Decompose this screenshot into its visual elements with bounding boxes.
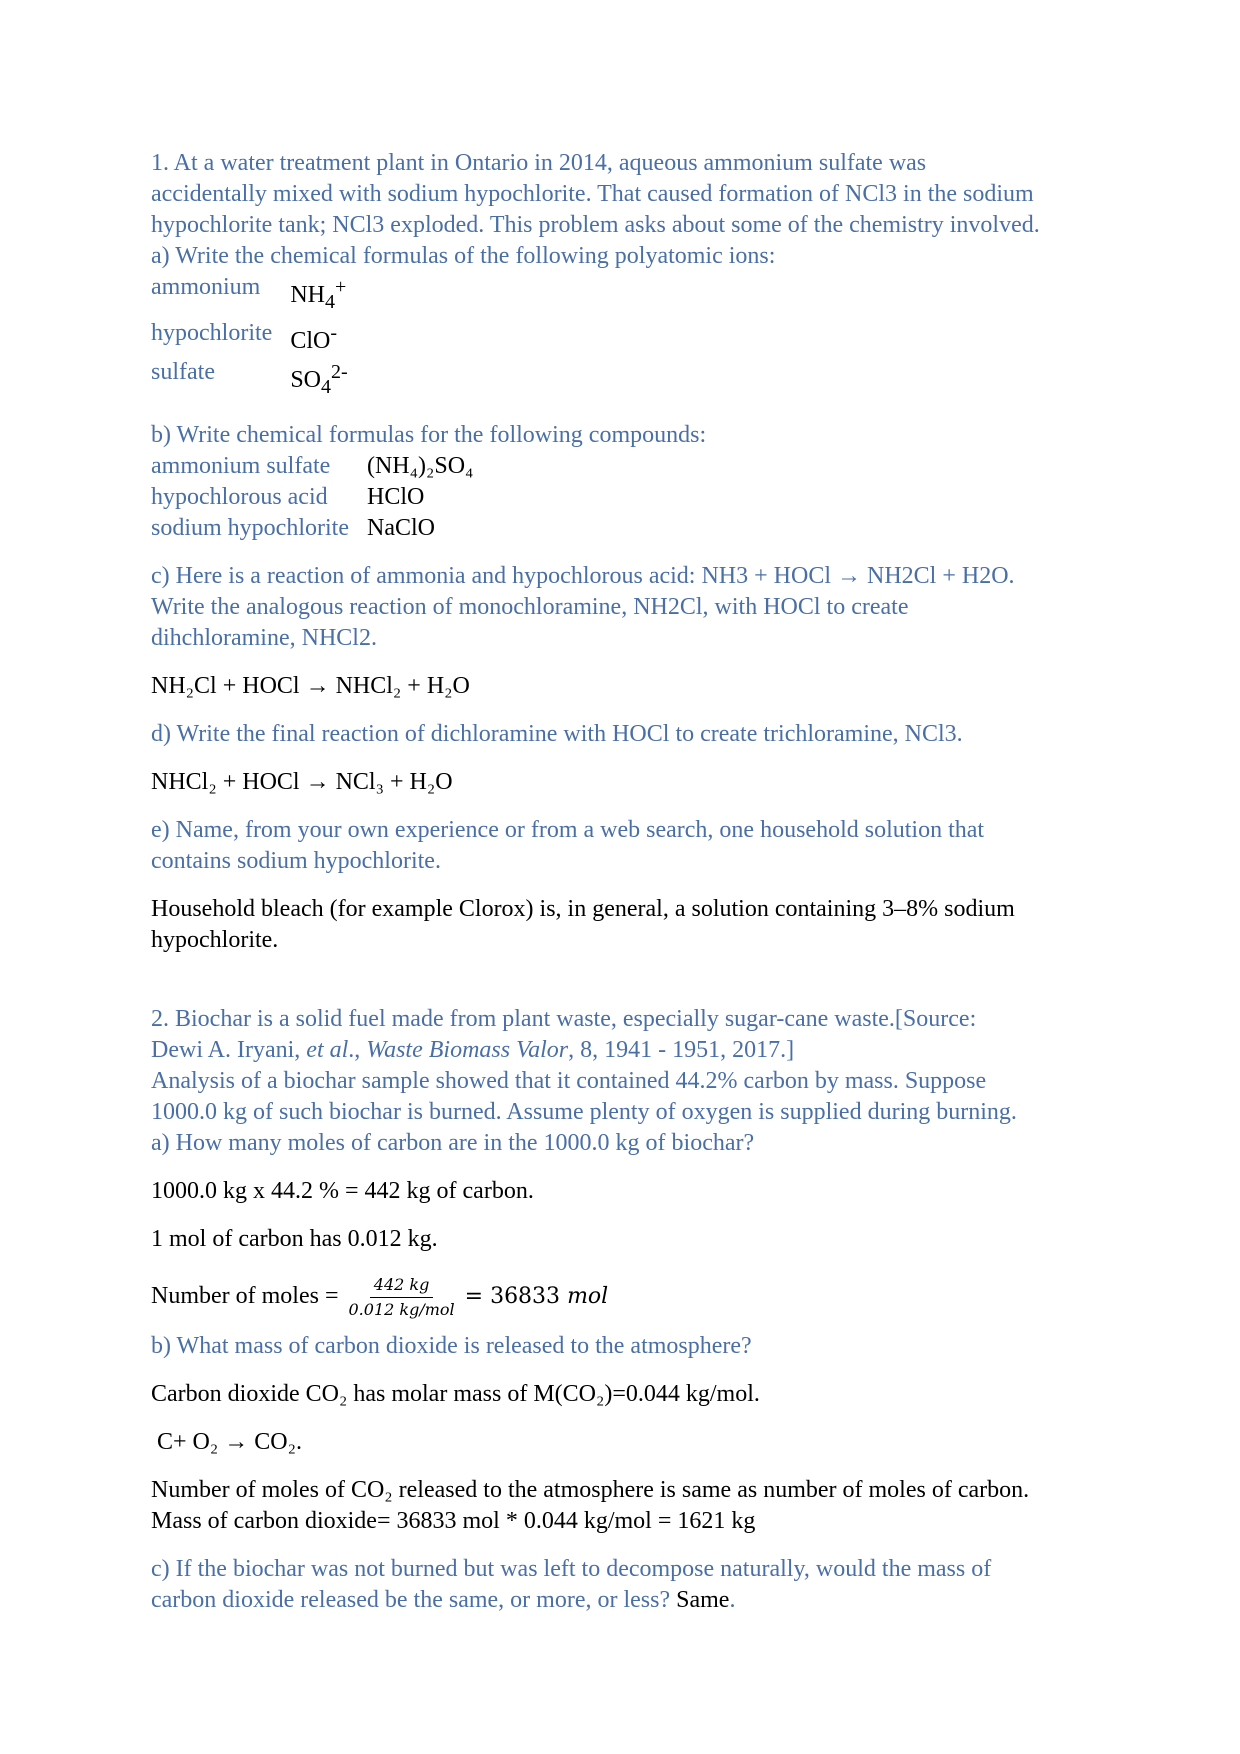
ions-table	[151, 272, 348, 403]
q2a-answer-2: 1 mol of carbon has 0.012 kg.	[151, 1225, 438, 1252]
q2-intro-line-1: 2. Biochar is a solid fuel made from plant waste, especially sugar-cane waste.[Source:	[151, 1005, 977, 1032]
q2a-answer-1: 1000.0 kg x 44.2 % = 442 kg of carbon.	[151, 1177, 534, 1204]
ion-row	[151, 318, 348, 357]
ion-formula: $NH_4^+$	[290, 276, 347, 313]
compound-formula: HClO	[366, 483, 425, 510]
q1b-prompt: b) Write chemical formulas for the following compounds:	[151, 421, 707, 448]
q1e-answer-line-2: hypochlorite.	[151, 926, 279, 953]
ion-formula: ClO-	[290, 321, 337, 354]
compound-formula: (NH₄)₂SO₄	[366, 452, 474, 479]
q1d-prompt: d) Write the final reaction of dichloramine with HOCl to create trichloramine, NCl3.	[151, 720, 963, 747]
q2c-answer: Same	[676, 1586, 730, 1613]
fraction-numerator: 442 kg	[370, 1275, 434, 1298]
q1a-prompt: a) Write the chemical formulas of the following polyatomic ions:	[151, 243, 776, 269]
q1c-prompt-line-3: dihchloramine, NHCl2.	[151, 624, 377, 651]
ion-formula: $SO_4^{2-}$	[290, 360, 348, 398]
ion-row	[151, 272, 348, 318]
q2a-moles-equation	[151, 1272, 1091, 1321]
ion-name: ammonium	[151, 274, 261, 300]
q2-intro-line-2: Dewi A. Iryani, et al., Waste Biomass Valor, 8, 1941 - 1951, 2017.]	[151, 1036, 795, 1063]
q2-intro-line-3: Analysis of a biochar sample showed that it contained 44.2% carbon by mass. Suppose	[151, 1067, 987, 1094]
compound-name: hypochlorous acid	[151, 483, 328, 510]
ion-row	[151, 357, 348, 403]
compound-formula: NaClO	[366, 514, 435, 541]
q1c-prompt-line-2: Write the analogous reaction of monochloramine, NH2Cl, with HOCl to create	[151, 593, 909, 620]
q2-intro-line-4: 1000.0 kg of such biochar is burned. Assume plenty of oxygen is supplied during burning.	[151, 1098, 1017, 1125]
fraction-denominator: 0.012 kg/mol	[348, 1299, 455, 1319]
compounds-table	[151, 451, 473, 544]
q1e-answer-line-1: Household bleach (for example Clorox) is, in general, a solution containing 3–8% sodium	[151, 895, 1015, 922]
q2c-prompt-line-2: carbon dioxide released be the same, or more, or less? Same.	[151, 1586, 736, 1613]
moles-label: Number of moles =	[151, 1282, 339, 1309]
compound-name: ammonium sulfate	[151, 452, 331, 479]
moles-fraction	[345, 1275, 459, 1320]
q2a-prompt: a) How many moles of carbon are in the 1000.0 kg of biochar?	[151, 1129, 755, 1156]
q1-intro-line-2: accidentally mixed with sodium hypochlorite. That caused formation of NCl3 in the sodium	[151, 181, 1034, 207]
q1e-prompt-line-1: e) Name, from your own experience or from a web search, one household solution that	[151, 816, 985, 843]
ion-name: hypochlorite	[151, 319, 273, 346]
q1-intro-line-3: hypochlorite tank; NCl3 exploded. This problem asks about some of the chemistry involved.	[151, 212, 1040, 238]
compound-name: sodium hypochlorite	[151, 514, 349, 541]
ion-name: sulfate	[151, 358, 215, 385]
q2b-answer-4: Mass of carbon dioxide= 36833 mol * 0.044 kg/mol = 1621 kg	[151, 1507, 756, 1534]
document-content	[151, 148, 1091, 1616]
q2c-prompt-line-1: c) If the biochar was not burned but was left to decompose naturally, would the mass of	[151, 1555, 992, 1582]
fraction-result: = 36833 mol	[464, 1283, 609, 1309]
q2b-answer-1: Carbon dioxide CO₂ has molar mass of M(CO₂)=0.044 kg/mol.	[151, 1380, 760, 1407]
q1c-answer: NH₂Cl + HOCl → NHCl₂ + H₂O	[151, 672, 470, 699]
q2b-answer-2: C+ O₂ → CO₂.	[157, 1428, 302, 1455]
q2b-answer-3: Number of moles of CO₂ released to the atmosphere is same as number of moles of carbon.	[151, 1476, 1030, 1503]
q1d-answer: NHCl₂ + HOCl → NCl₃ + H₂O	[151, 768, 453, 795]
compound-row	[151, 513, 473, 544]
compound-row	[151, 482, 473, 513]
q1-intro-line-1: 1. At a water treatment plant in Ontario in 2014, aqueous ammonium sulfate was	[151, 150, 927, 176]
q1e-prompt-line-2: contains sodium hypochlorite.	[151, 847, 441, 874]
q1c-prompt-line-1: c) Here is a reaction of ammonia and hypochlorous acid: NH3 + HOCl → NH2Cl + H2O.	[151, 562, 1015, 589]
compound-row	[151, 451, 473, 482]
q2b-prompt: b) What mass of carbon dioxide is released to the atmosphere?	[151, 1332, 752, 1359]
